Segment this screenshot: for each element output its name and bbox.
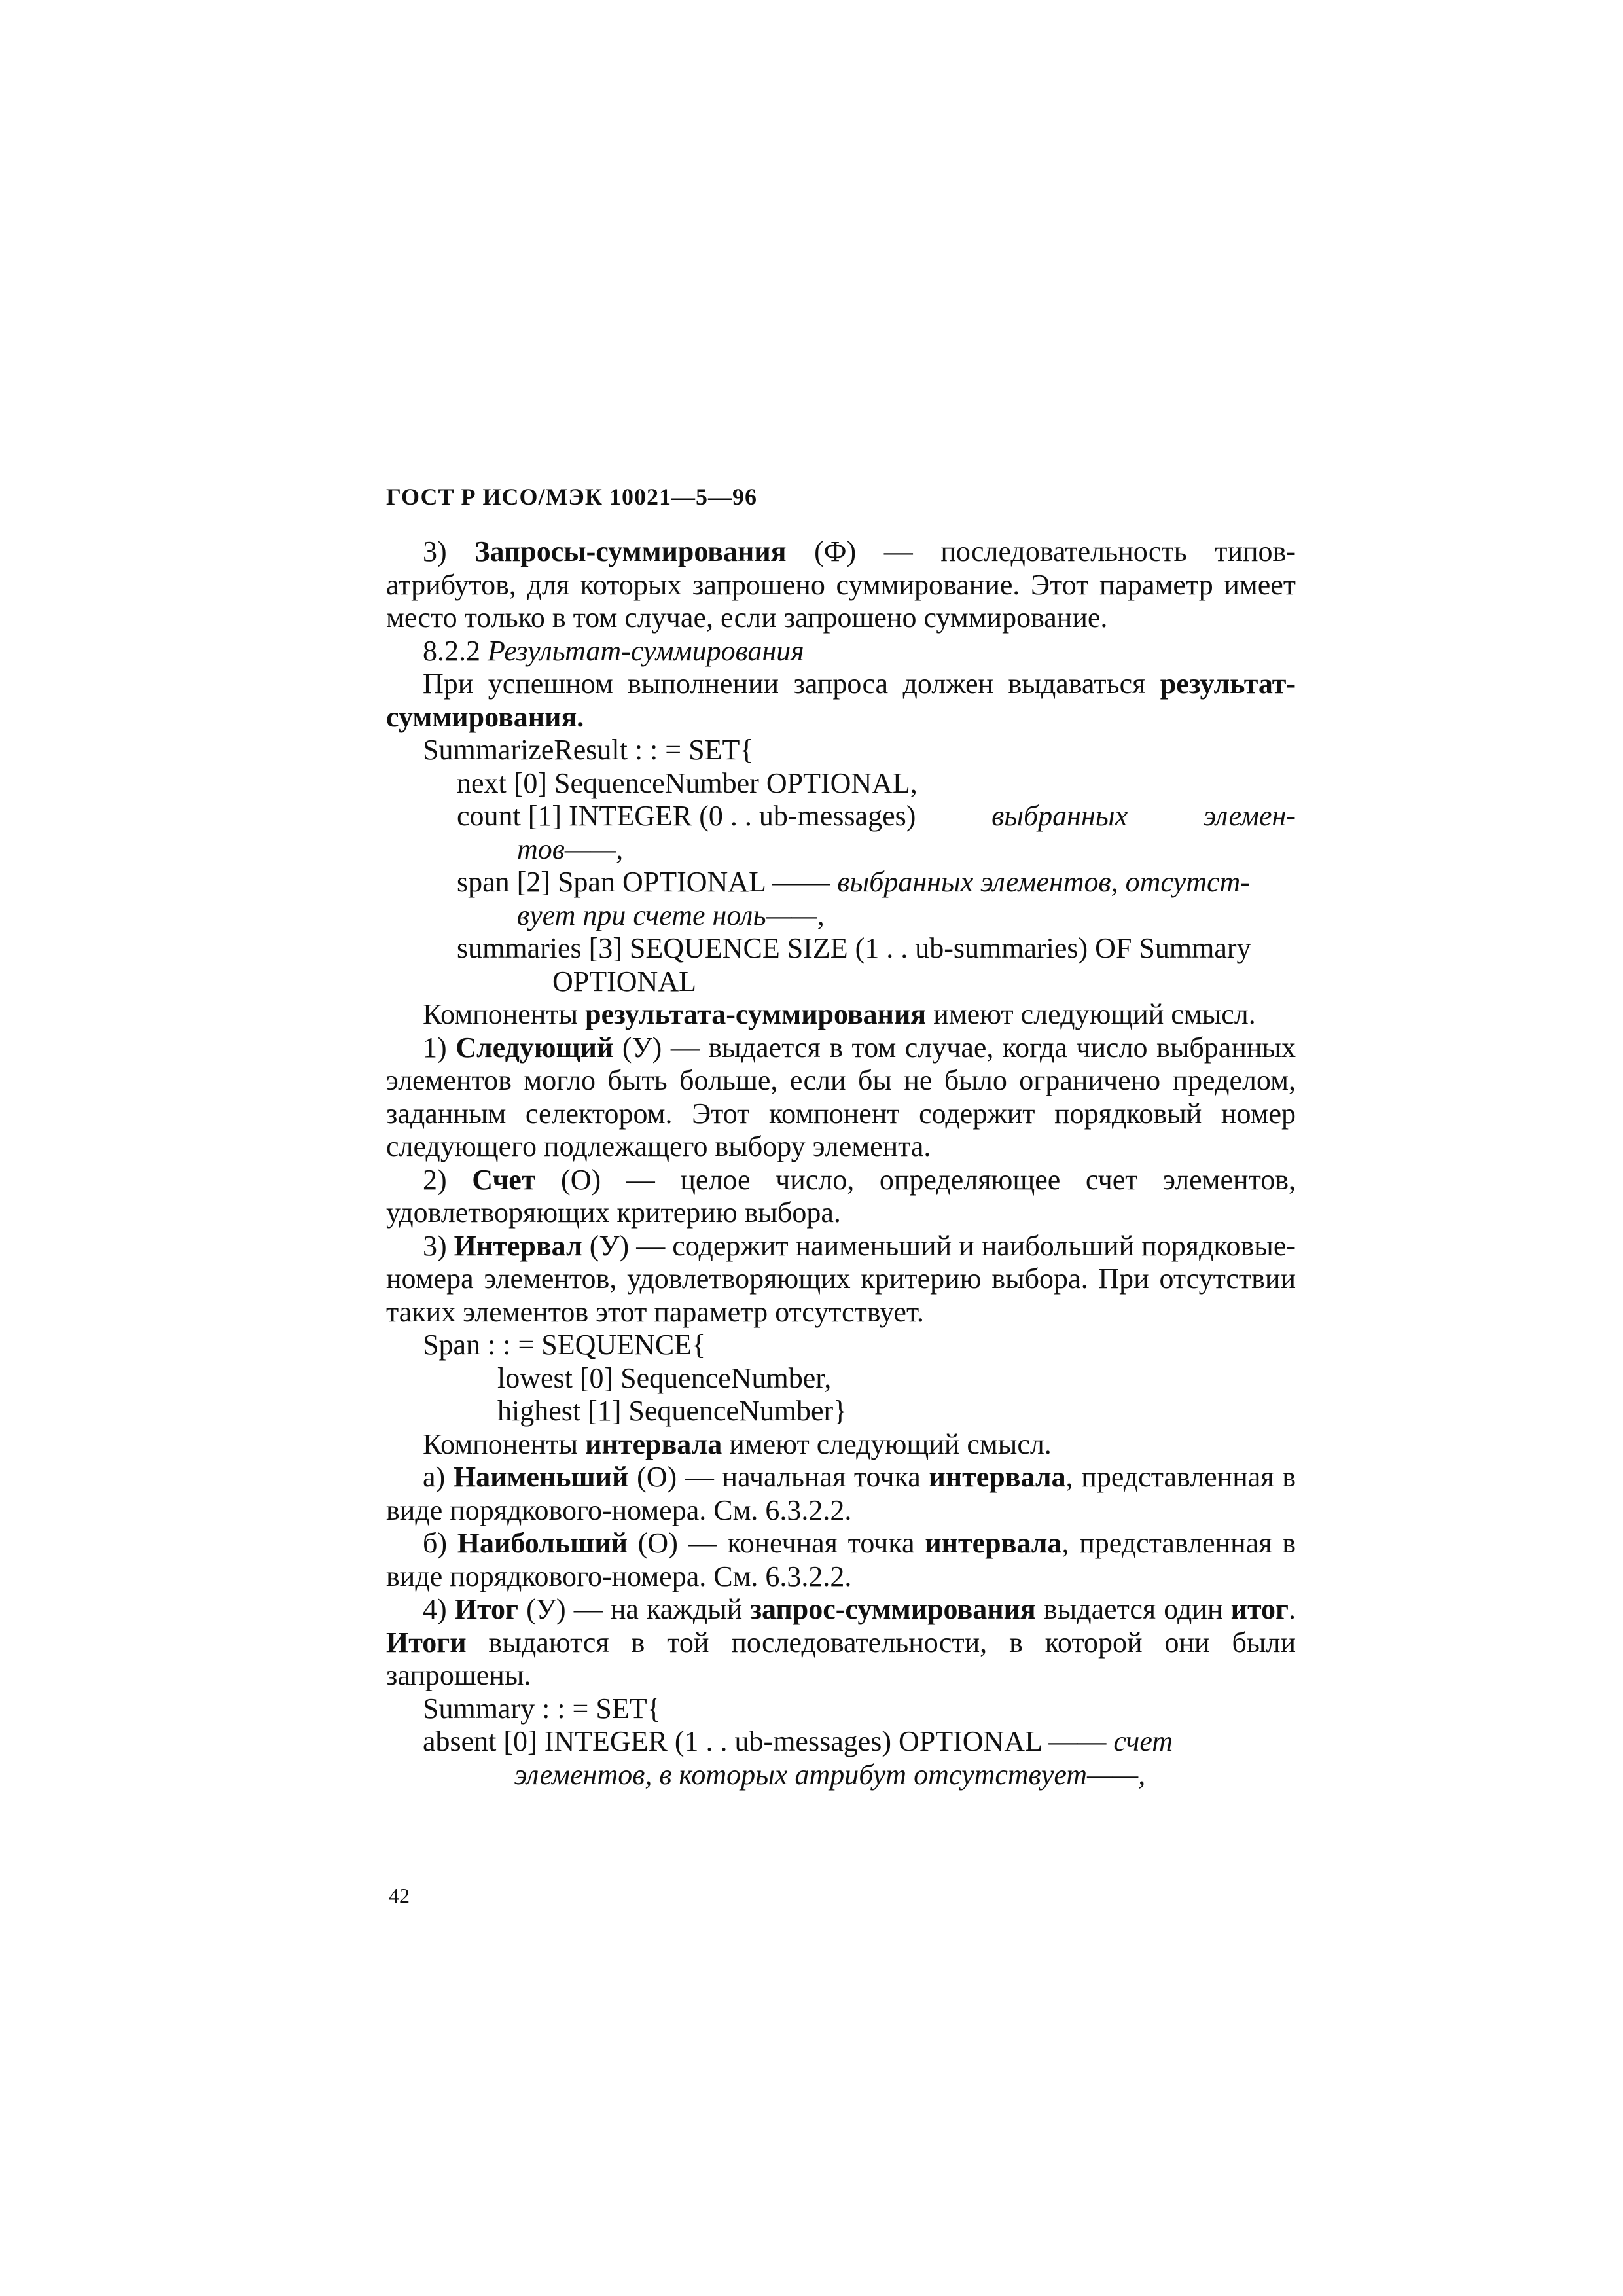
item-number: 2) [423,1163,473,1196]
term-bold: интервала [585,1427,722,1460]
paragraph-components [386,998,1296,1031]
paragraph-text: имеют следующий смысл. [722,1427,1052,1460]
paragraph-text: выдаются в той последовательности, в которой они были запрошены. [386,1626,1296,1691]
term-bold: Итог [454,1593,519,1625]
paragraph-text: , представленная в виде порядкового-номера. См. 6.3.2.2. [386,1527,1296,1592]
paragraph-text: выдается один [1035,1593,1231,1625]
paragraph-text: . [1289,1593,1296,1625]
code-comment: счет [1113,1725,1173,1757]
term-bold: интервала [925,1527,1062,1559]
paragraph-lowest [386,1461,1296,1527]
item-number: 3) [423,535,475,567]
paragraph-span-components [386,1428,1296,1462]
code-comment: выбранных элементов, отсутст- [837,866,1250,898]
section-heading [386,635,1296,668]
page-number: 42 [389,1884,410,1907]
code-line: OPTIONAL [552,965,696,997]
page-body [386,535,1296,1791]
code-line: next [0] SequenceNumber OPTIONAL, [457,766,918,799]
paragraph-span [386,1230,1296,1329]
code-text: absent [0] INTEGER (1 . . ub-messages) OPTIONAL —— [423,1725,1114,1757]
item-number: 1) [423,1031,456,1064]
section-title: Результат-суммирования [488,634,804,667]
paragraph-next [386,1031,1296,1164]
code-comment: выбранных [991,800,1128,832]
paragraph-text: (О) — целое число, определяющее счет элементов, удовлетворяющих критерию выбора. [386,1163,1296,1229]
code-text: count [1] INTEGER (0 . . ub-messages) [457,800,916,832]
code-comment-line: вует при счете ноль——, [517,899,825,931]
item-number: 4) [423,1593,455,1625]
paragraph-text: При успешном выполнении запроса должен выдаваться [423,668,1160,700]
paragraph-success [386,668,1296,734]
term-bold: итог [1230,1593,1289,1625]
code-line: lowest [0] SequenceNumber, [497,1361,832,1394]
code-line: Summary : : = SET{ [423,1692,661,1725]
paragraph-text: Компоненты [423,998,586,1030]
code-line [386,866,1296,899]
code-line: SummarizeResult : : = SET{ [423,734,754,766]
paragraph-text: (У) — содержит наименьший и наибольший порядковые-номера элементов, удовлетворяющих критерию выбора. При отсутствии таких элементов этот параметр отсутствует. [386,1229,1296,1328]
code-line: summaries [3] SEQUENCE SIZE (1 . . ub-summaries) OF Summary [457,932,1251,964]
item-number: а) [423,1461,454,1493]
item-number: б) [423,1527,457,1559]
paragraph-text: (О) — конечная точка [628,1527,925,1559]
paragraph-text: , представленная в виде порядкового-номера. См. 6.3.2.2. [386,1461,1296,1526]
paragraph-summarize-requests [386,535,1296,635]
term-bold: Счет [472,1163,536,1196]
code-line [386,800,1296,833]
term-bold: результата-суммирования [585,998,927,1030]
term-bold: Наименьший [453,1461,629,1493]
code-comment: элемен- [1203,800,1296,832]
paragraph-count [386,1164,1296,1230]
paragraph-text: Компоненты [423,1427,586,1460]
paragraph-text: (У) — на каждый [518,1593,751,1625]
term-bold: результат-суммирования. [386,668,1296,733]
code-comment-line: тов——, [517,833,624,865]
term-bold: Следующий [455,1031,614,1064]
term-bold: Итоги [386,1626,467,1659]
code-line [386,1725,1296,1759]
term-bold: Интервал [454,1229,582,1262]
code-text: span [2] Span OPTIONAL —— [457,866,838,898]
code-line: Span : : = SEQUENCE{ [423,1329,706,1361]
code-line: highest [1] SequenceNumber} [497,1395,847,1427]
paragraph-text: имеют следующий смысл. [926,998,1256,1030]
section-number: 8.2.2 [423,634,488,667]
term-bold: Запросы-суммирования [474,535,787,567]
term-bold: запрос-суммирования [750,1593,1036,1625]
paragraph-summary [386,1593,1296,1693]
paragraph-text: (Ф) — последовательность типов-атрибутов, для которых запрошено суммирование. Этот параметр имеет место только в том случае, если запрошено суммирование. [386,535,1296,634]
paragraph-highest [386,1527,1296,1593]
paragraph-text: (О) — начальная точка [628,1461,929,1493]
code-comment-line: элементов, в которых атрибут отсутствует——, [514,1758,1146,1791]
paragraph-text: (У) — выдается в том случае, когда число выбранных элементов могло быть больше, если бы не было ограничено пределом, заданным селектором. Этот компонент содержит порядковый номер следующего подлежащего выбору элемента. [386,1031,1296,1162]
term-bold: Наибольший [457,1527,628,1559]
page-header: ГОСТ Р ИСО/МЭК 10021—5—96 [386,484,757,510]
item-number: 3) [423,1229,454,1262]
term-bold: интервала [929,1461,1066,1493]
